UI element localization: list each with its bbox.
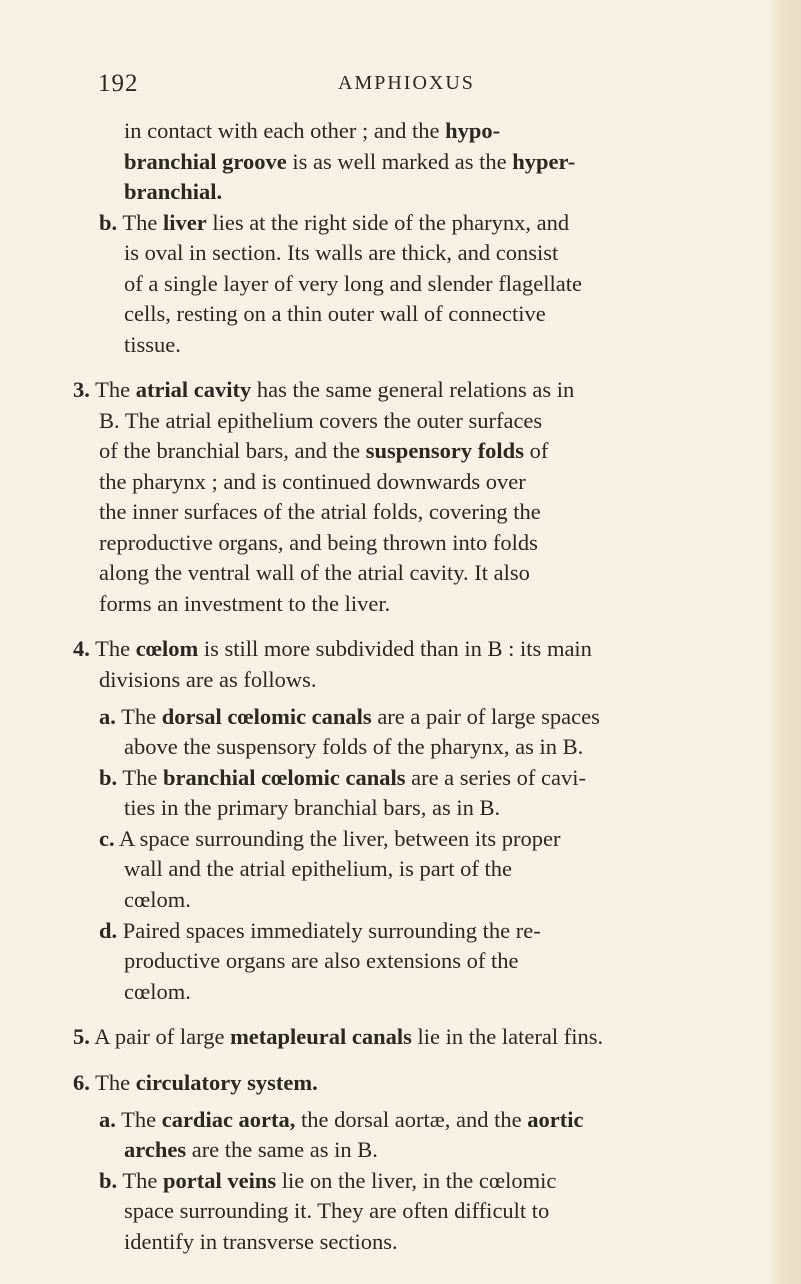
text-line: of the branchial bars, and the suspensory folds of xyxy=(99,438,549,463)
text-line: the pharynx ; and is continued downwards over xyxy=(99,469,526,494)
text-line: the inner surfaces of the atrial folds, covering the xyxy=(99,499,541,524)
text-line: tissue. xyxy=(124,332,181,357)
text-line: arches are the same as in B. xyxy=(124,1137,378,1162)
text-line: branchial groove is as well marked as the hyper- xyxy=(124,149,576,174)
text-line: in contact with each other ; and the hypo- xyxy=(124,118,501,143)
text-line: b. The portal veins lie on the liver, in the cœlomic xyxy=(99,1168,557,1193)
text-line: divisions are as follows. xyxy=(99,667,317,692)
text-line: c. A space surrounding the liver, between its proper xyxy=(99,826,561,851)
text-line: reproductive organs, and being thrown into folds xyxy=(99,530,538,555)
text-line: B. The atrial epithelium covers the outer surfaces xyxy=(99,408,543,433)
text-line: is oval in section. Its walls are thick, and consist xyxy=(124,240,559,265)
text-line: identify in transverse sections. xyxy=(124,1229,398,1254)
text-line: ties in the primary branchial bars, as in B. xyxy=(124,795,501,820)
text-line: 3. The atrial cavity has the same general relations as in xyxy=(73,377,575,402)
page-header xyxy=(0,70,801,106)
text-line: above the suspensory folds of the pharynx, as in B. xyxy=(124,734,584,759)
text-line: cells, resting on a thin outer wall of connective xyxy=(124,301,546,326)
text-line: 4. The cœlom is still more subdivided than in B : its main xyxy=(73,636,592,661)
text-line: branchial. xyxy=(124,179,223,204)
page-edge-shading xyxy=(767,0,801,1284)
text-line: 5. A pair of large metapleural canals lie in the lateral fins. xyxy=(73,1024,604,1049)
text-line: a. The dorsal cœlomic canals are a pair of large spaces xyxy=(99,704,600,729)
text-line: d. Paired spaces immediately surrounding the re- xyxy=(99,918,541,943)
text-line: b. The branchial cœlomic canals are a series of cavi- xyxy=(99,765,586,790)
text-line: cœlom. xyxy=(124,887,191,912)
text-line: of a single layer of very long and slender flagellate xyxy=(124,271,582,296)
text-line: cœlom. xyxy=(124,979,191,1004)
text-line: wall and the atrial epithelium, is part of the xyxy=(124,856,513,881)
text-line: a. The cardiac aorta, the dorsal aortæ, and the aortic xyxy=(99,1107,584,1132)
page-number: 192 xyxy=(98,70,139,97)
text-line: space surrounding it. They are often difficult to xyxy=(124,1198,550,1223)
running-head: AMPHIOXUS xyxy=(338,72,475,94)
text-line: b. The liver lies at the right side of the pharynx, and xyxy=(99,210,570,235)
text-line: productive organs are also extensions of the xyxy=(124,948,519,973)
text-line: along the ventral wall of the atrial cavity. It also xyxy=(99,560,530,585)
text-line: 6. The circulatory system. xyxy=(73,1070,318,1095)
text-line: forms an investment to the liver. xyxy=(99,591,391,616)
